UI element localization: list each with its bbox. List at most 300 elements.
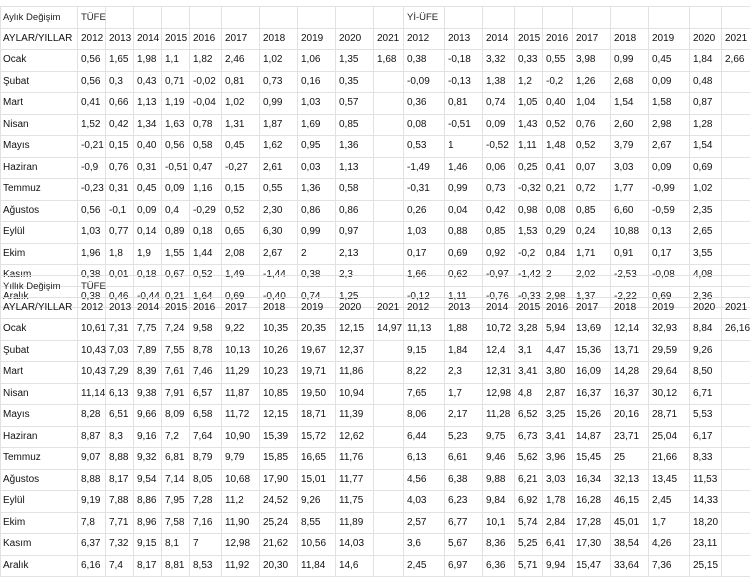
yiufe-value-cell[interactable]: 2,35: [690, 200, 722, 222]
tufe-value-cell[interactable]: 12,37: [336, 340, 374, 362]
tufe-value-cell[interactable]: [374, 383, 404, 405]
tufe-value-cell[interactable]: 7,8: [78, 512, 106, 534]
tufe-value-cell[interactable]: 6,81: [162, 448, 190, 470]
yiufe-value-cell[interactable]: 1,54: [611, 93, 649, 115]
tufe-value-cell[interactable]: 20,30: [260, 555, 298, 577]
yiufe-value-cell[interactable]: 1,53: [515, 222, 543, 244]
tufe-value-cell[interactable]: 1,35: [336, 50, 374, 72]
tufe-value-cell[interactable]: 0,18: [190, 222, 222, 244]
tufe-value-cell[interactable]: 24,52: [260, 491, 298, 513]
yiufe-value-cell[interactable]: 25,15: [690, 555, 722, 577]
tufe-value-cell[interactable]: 0,67: [162, 265, 190, 287]
yiufe-value-cell[interactable]: 1,71: [573, 243, 611, 265]
tufe-value-cell[interactable]: 10,68: [222, 469, 260, 491]
yiufe-value-cell[interactable]: 2,66: [722, 50, 750, 72]
yiufe-value-cell[interactable]: 2,57: [404, 512, 445, 534]
tufe-value-cell[interactable]: 0,38: [78, 265, 106, 287]
empty-cell[interactable]: [190, 7, 222, 29]
tufe-value-cell[interactable]: 0,38: [298, 265, 336, 287]
tufe-value-cell[interactable]: [374, 114, 404, 136]
tufe-value-cell[interactable]: 1,8: [106, 243, 134, 265]
yiufe-value-cell[interactable]: [722, 71, 750, 93]
yiufe-value-cell[interactable]: 4,03: [404, 491, 445, 513]
tufe-value-cell[interactable]: 0,73: [260, 71, 298, 93]
yiufe-value-cell[interactable]: 2,67: [649, 136, 690, 158]
yiufe-value-cell[interactable]: -0,18: [445, 50, 483, 72]
tufe-value-cell[interactable]: 0,35: [336, 71, 374, 93]
empty-cell[interactable]: [722, 276, 750, 298]
tufe-value-cell[interactable]: 11,2: [222, 491, 260, 513]
yiufe-value-cell[interactable]: 6,61: [445, 448, 483, 470]
tufe-value-cell[interactable]: 7,91: [162, 383, 190, 405]
tufe-value-cell[interactable]: 7,29: [106, 362, 134, 384]
tufe-value-cell[interactable]: 0,69: [222, 286, 260, 308]
tufe-value-cell[interactable]: 8,1: [162, 534, 190, 556]
tufe-value-cell[interactable]: 12,62: [336, 426, 374, 448]
empty-cell[interactable]: [690, 276, 722, 298]
tufe-value-cell[interactable]: [374, 555, 404, 577]
yiufe-value-cell[interactable]: 0,88: [445, 222, 483, 244]
yiufe-value-cell[interactable]: -0,09: [404, 71, 445, 93]
yiufe-value-cell[interactable]: 1,48: [543, 136, 573, 158]
tufe-value-cell[interactable]: -0,02: [190, 71, 222, 93]
tufe-value-cell[interactable]: 19,67: [298, 340, 336, 362]
tufe-value-cell[interactable]: 20,35: [298, 319, 336, 341]
tufe-value-cell[interactable]: 9,07: [78, 448, 106, 470]
yiufe-value-cell[interactable]: 0,24: [573, 222, 611, 244]
tufe-value-cell[interactable]: 0,09: [134, 200, 162, 222]
yiufe-value-cell[interactable]: 16,37: [611, 383, 649, 405]
yiufe-value-cell[interactable]: 2,17: [445, 405, 483, 427]
yiufe-value-cell[interactable]: 3,32: [483, 50, 515, 72]
tufe-value-cell[interactable]: 8,53: [190, 555, 222, 577]
yiufe-value-cell[interactable]: 1,58: [649, 93, 690, 115]
tufe-value-cell[interactable]: 0,43: [134, 71, 162, 93]
yiufe-value-cell[interactable]: 2,45: [649, 491, 690, 513]
tufe-value-cell[interactable]: 7,28: [190, 491, 222, 513]
yiufe-value-cell[interactable]: 32,93: [649, 319, 690, 341]
yiufe-value-cell[interactable]: 4,47: [543, 340, 573, 362]
tufe-value-cell[interactable]: 1,13: [134, 93, 162, 115]
tufe-value-cell[interactable]: 0,58: [190, 136, 222, 158]
yiufe-value-cell[interactable]: [722, 512, 750, 534]
yiufe-value-cell[interactable]: 11,28: [483, 405, 515, 427]
yiufe-value-cell[interactable]: -0,59: [649, 200, 690, 222]
yiufe-value-cell[interactable]: 0,07: [573, 157, 611, 179]
empty-cell[interactable]: [690, 7, 722, 29]
yiufe-value-cell[interactable]: 1,28: [690, 114, 722, 136]
yiufe-value-cell[interactable]: 46,15: [611, 491, 649, 513]
tufe-value-cell[interactable]: [374, 136, 404, 158]
tufe-value-cell[interactable]: 0,57: [336, 93, 374, 115]
yiufe-value-cell[interactable]: 0,85: [483, 222, 515, 244]
yiufe-value-cell[interactable]: 3,79: [611, 136, 649, 158]
tufe-value-cell[interactable]: 8,78: [190, 340, 222, 362]
yiufe-value-cell[interactable]: 9,26: [690, 340, 722, 362]
yiufe-value-cell[interactable]: 0,52: [573, 136, 611, 158]
yiufe-value-cell[interactable]: 2,98: [649, 114, 690, 136]
tufe-value-cell[interactable]: 8,96: [134, 512, 162, 534]
tufe-value-cell[interactable]: 15,39: [260, 426, 298, 448]
tufe-value-cell[interactable]: 8,81: [162, 555, 190, 577]
empty-cell[interactable]: [611, 276, 649, 298]
tufe-value-cell[interactable]: 1,96: [78, 243, 106, 265]
empty-cell[interactable]: [260, 276, 298, 298]
tufe-value-cell[interactable]: 1,02: [222, 93, 260, 115]
yiufe-value-cell[interactable]: -0,52: [483, 136, 515, 158]
tufe-value-cell[interactable]: 8,55: [298, 512, 336, 534]
yiufe-value-cell[interactable]: [722, 555, 750, 577]
yiufe-value-cell[interactable]: 0,84: [543, 243, 573, 265]
tufe-value-cell[interactable]: [374, 340, 404, 362]
yiufe-value-cell[interactable]: 13,45: [649, 469, 690, 491]
yiufe-value-cell[interactable]: 0,04: [445, 200, 483, 222]
tufe-value-cell[interactable]: 10,26: [260, 340, 298, 362]
yiufe-value-cell[interactable]: 6,77: [445, 512, 483, 534]
yiufe-value-cell[interactable]: 0,73: [483, 179, 515, 201]
yiufe-value-cell[interactable]: -2,22: [611, 286, 649, 308]
yiufe-value-cell[interactable]: 2,02: [573, 265, 611, 287]
tufe-value-cell[interactable]: 0,47: [190, 157, 222, 179]
tufe-value-cell[interactable]: 11,92: [222, 555, 260, 577]
yiufe-value-cell[interactable]: 1,77: [611, 179, 649, 201]
yiufe-value-cell[interactable]: 8,50: [690, 362, 722, 384]
tufe-value-cell[interactable]: 1,9: [134, 243, 162, 265]
yiufe-value-cell[interactable]: 5,62: [515, 448, 543, 470]
tufe-value-cell[interactable]: 0,41: [78, 93, 106, 115]
tufe-value-cell[interactable]: 15,72: [298, 426, 336, 448]
tufe-value-cell[interactable]: 7,16: [190, 512, 222, 534]
yiufe-value-cell[interactable]: -0,13: [445, 71, 483, 93]
tufe-value-cell[interactable]: 6,51: [106, 405, 134, 427]
tufe-value-cell[interactable]: 6,30: [260, 222, 298, 244]
tufe-value-cell[interactable]: 0,55: [260, 179, 298, 201]
tufe-value-cell[interactable]: 9,32: [134, 448, 162, 470]
tufe-value-cell[interactable]: 11,75: [336, 491, 374, 513]
tufe-value-cell[interactable]: 7,4: [106, 555, 134, 577]
tufe-value-cell[interactable]: 2: [298, 243, 336, 265]
tufe-value-cell[interactable]: 1,82: [190, 50, 222, 72]
yiufe-value-cell[interactable]: 14,33: [690, 491, 722, 513]
tufe-value-cell[interactable]: 8,87: [78, 426, 106, 448]
tufe-value-cell[interactable]: 0,21: [162, 286, 190, 308]
tufe-value-cell[interactable]: [374, 200, 404, 222]
empty-cell[interactable]: [573, 276, 611, 298]
tufe-value-cell[interactable]: 12,15: [260, 405, 298, 427]
yiufe-value-cell[interactable]: 0,91: [611, 243, 649, 265]
tufe-value-cell[interactable]: -0,1: [106, 200, 134, 222]
tufe-value-cell[interactable]: 10,85: [260, 383, 298, 405]
tufe-value-cell[interactable]: [374, 491, 404, 513]
tufe-value-cell[interactable]: 8,28: [78, 405, 106, 427]
tufe-value-cell[interactable]: -0,40: [260, 286, 298, 308]
tufe-value-cell[interactable]: -0,27: [222, 157, 260, 179]
yiufe-value-cell[interactable]: 5,71: [515, 555, 543, 577]
empty-cell[interactable]: [445, 7, 483, 29]
tufe-value-cell[interactable]: 10,23: [260, 362, 298, 384]
tufe-value-cell[interactable]: 7: [190, 534, 222, 556]
tufe-value-cell[interactable]: 1,34: [134, 114, 162, 136]
yiufe-value-cell[interactable]: 9,94: [543, 555, 573, 577]
tufe-value-cell[interactable]: 6,37: [78, 534, 106, 556]
yiufe-value-cell[interactable]: -0,33: [515, 286, 543, 308]
tufe-value-cell[interactable]: 7,31: [106, 319, 134, 341]
tufe-value-cell[interactable]: 1,87: [260, 114, 298, 136]
tufe-value-cell[interactable]: 0,97: [336, 222, 374, 244]
tufe-value-cell[interactable]: 1,63: [162, 114, 190, 136]
tufe-value-cell[interactable]: 8,79: [190, 448, 222, 470]
tufe-value-cell[interactable]: 7,46: [190, 362, 222, 384]
tufe-value-cell[interactable]: [374, 469, 404, 491]
yiufe-value-cell[interactable]: 4,08: [690, 265, 722, 287]
yiufe-value-cell[interactable]: 14,87: [573, 426, 611, 448]
yiufe-value-cell[interactable]: 1,2: [515, 71, 543, 93]
yiufe-value-cell[interactable]: 5,74: [515, 512, 543, 534]
yiufe-value-cell[interactable]: 16,28: [573, 491, 611, 513]
tufe-value-cell[interactable]: 10,43: [78, 362, 106, 384]
yiufe-value-cell[interactable]: -0,51: [445, 114, 483, 136]
tufe-value-cell[interactable]: 9,79: [222, 448, 260, 470]
tufe-value-cell[interactable]: 0,99: [298, 222, 336, 244]
yiufe-value-cell[interactable]: 3,41: [543, 426, 573, 448]
tufe-value-cell[interactable]: 1,03: [298, 93, 336, 115]
yiufe-value-cell[interactable]: 25: [611, 448, 649, 470]
yiufe-value-cell[interactable]: 28,71: [649, 405, 690, 427]
yiufe-value-cell[interactable]: 2,87: [543, 383, 573, 405]
yiufe-value-cell[interactable]: 16,34: [573, 469, 611, 491]
empty-cell[interactable]: [722, 7, 750, 29]
yiufe-value-cell[interactable]: 5,23: [445, 426, 483, 448]
tufe-value-cell[interactable]: 0,4: [162, 200, 190, 222]
tufe-value-cell[interactable]: [374, 243, 404, 265]
yiufe-value-cell[interactable]: 0,69: [690, 157, 722, 179]
yiufe-value-cell[interactable]: 8,22: [404, 362, 445, 384]
empty-cell[interactable]: [190, 276, 222, 298]
tufe-value-cell[interactable]: 0,15: [106, 136, 134, 158]
tufe-value-cell[interactable]: 0,99: [260, 93, 298, 115]
yiufe-value-cell[interactable]: [722, 179, 750, 201]
tufe-value-cell[interactable]: 21,62: [260, 534, 298, 556]
yiufe-value-cell[interactable]: 6,23: [445, 491, 483, 513]
tufe-value-cell[interactable]: 0,52: [222, 200, 260, 222]
yiufe-value-cell[interactable]: 0,48: [690, 71, 722, 93]
tufe-value-cell[interactable]: 0,09: [162, 179, 190, 201]
yiufe-value-cell[interactable]: 4,8: [515, 383, 543, 405]
empty-cell[interactable]: [106, 276, 134, 298]
tufe-value-cell[interactable]: [374, 512, 404, 534]
tufe-value-cell[interactable]: 9,66: [134, 405, 162, 427]
tufe-value-cell[interactable]: 9,58: [190, 319, 222, 341]
yiufe-value-cell[interactable]: 3,28: [515, 319, 543, 341]
tufe-value-cell[interactable]: 0,56: [78, 71, 106, 93]
yiufe-value-cell[interactable]: 2: [543, 265, 573, 287]
yiufe-value-cell[interactable]: 10,88: [611, 222, 649, 244]
tufe-value-cell[interactable]: [374, 448, 404, 470]
tufe-value-cell[interactable]: 1,98: [134, 50, 162, 72]
tufe-value-cell[interactable]: 0,16: [298, 71, 336, 93]
tufe-value-cell[interactable]: 7,71: [106, 512, 134, 534]
yiufe-value-cell[interactable]: 0,17: [649, 243, 690, 265]
tufe-value-cell[interactable]: 0,58: [336, 179, 374, 201]
tufe-value-cell[interactable]: 15,01: [298, 469, 336, 491]
yiufe-value-cell[interactable]: 0,26: [404, 200, 445, 222]
tufe-value-cell[interactable]: 11,87: [222, 383, 260, 405]
empty-cell[interactable]: [298, 276, 336, 298]
yiufe-value-cell[interactable]: 10,72: [483, 319, 515, 341]
yiufe-value-cell[interactable]: 9,46: [483, 448, 515, 470]
yiufe-value-cell[interactable]: 33,64: [611, 555, 649, 577]
yiufe-value-cell[interactable]: 0,29: [543, 222, 573, 244]
tufe-value-cell[interactable]: 0,74: [298, 286, 336, 308]
yiufe-value-cell[interactable]: 1,37: [573, 286, 611, 308]
yiufe-value-cell[interactable]: 3,6: [404, 534, 445, 556]
yiufe-value-cell[interactable]: -0,12: [404, 286, 445, 308]
yiufe-value-cell[interactable]: 3,03: [611, 157, 649, 179]
yiufe-value-cell[interactable]: 6,13: [404, 448, 445, 470]
yiufe-value-cell[interactable]: 2,98: [543, 286, 573, 308]
tufe-value-cell[interactable]: 9,38: [134, 383, 162, 405]
yiufe-value-cell[interactable]: 12,14: [611, 319, 649, 341]
yiufe-value-cell[interactable]: 1,02: [690, 179, 722, 201]
yiufe-value-cell[interactable]: 9,15: [404, 340, 445, 362]
tufe-value-cell[interactable]: [374, 405, 404, 427]
tufe-value-cell[interactable]: 1,13: [336, 157, 374, 179]
yiufe-value-cell[interactable]: 0,45: [649, 50, 690, 72]
tufe-value-cell[interactable]: [374, 157, 404, 179]
yiufe-value-cell[interactable]: 25,04: [649, 426, 690, 448]
tufe-value-cell[interactable]: 7,24: [162, 319, 190, 341]
tufe-value-cell[interactable]: 8,17: [134, 555, 162, 577]
tufe-value-cell[interactable]: 16,65: [298, 448, 336, 470]
tufe-value-cell[interactable]: 0,77: [106, 222, 134, 244]
yiufe-value-cell[interactable]: 12,31: [483, 362, 515, 384]
tufe-value-cell[interactable]: [374, 222, 404, 244]
yiufe-value-cell[interactable]: 1,7: [649, 512, 690, 534]
yiufe-value-cell[interactable]: 1,46: [445, 157, 483, 179]
yiufe-value-cell[interactable]: 1,88: [445, 319, 483, 341]
tufe-value-cell[interactable]: 14,03: [336, 534, 374, 556]
yiufe-value-cell[interactable]: 0,99: [445, 179, 483, 201]
yiufe-value-cell[interactable]: 9,84: [483, 491, 515, 513]
empty-cell[interactable]: [134, 7, 162, 29]
yiufe-value-cell[interactable]: 6,60: [611, 200, 649, 222]
tufe-value-cell[interactable]: 0,46: [106, 286, 134, 308]
tufe-value-cell[interactable]: 9,16: [134, 426, 162, 448]
tufe-value-cell[interactable]: [374, 71, 404, 93]
yiufe-value-cell[interactable]: [722, 448, 750, 470]
tufe-value-cell[interactable]: 0,65: [222, 222, 260, 244]
yiufe-value-cell[interactable]: [722, 383, 750, 405]
yiufe-value-cell[interactable]: 15,36: [573, 340, 611, 362]
tufe-value-cell[interactable]: 2,46: [222, 50, 260, 72]
yiufe-value-cell[interactable]: 6,44: [404, 426, 445, 448]
yiufe-value-cell[interactable]: 17,28: [573, 512, 611, 534]
yiufe-value-cell[interactable]: 0,13: [649, 222, 690, 244]
tufe-value-cell[interactable]: 1,16: [190, 179, 222, 201]
tufe-value-cell[interactable]: 2,67: [260, 243, 298, 265]
tufe-value-cell[interactable]: 1,06: [298, 50, 336, 72]
yiufe-value-cell[interactable]: [722, 426, 750, 448]
yiufe-value-cell[interactable]: [722, 114, 750, 136]
tufe-value-cell[interactable]: 10,43: [78, 340, 106, 362]
tufe-value-cell[interactable]: 8,17: [106, 469, 134, 491]
yiufe-value-cell[interactable]: 9,75: [483, 426, 515, 448]
yiufe-value-cell[interactable]: 0,69: [445, 243, 483, 265]
yiufe-value-cell[interactable]: [722, 93, 750, 115]
yiufe-value-cell[interactable]: 11,53: [690, 469, 722, 491]
tufe-value-cell[interactable]: 8,88: [78, 469, 106, 491]
tufe-value-cell[interactable]: [374, 93, 404, 115]
empty-cell[interactable]: [483, 7, 515, 29]
yiufe-value-cell[interactable]: 5,67: [445, 534, 483, 556]
yiufe-value-cell[interactable]: 7,65: [404, 383, 445, 405]
tufe-value-cell[interactable]: 2,30: [260, 200, 298, 222]
yiufe-value-cell[interactable]: 0,72: [573, 179, 611, 201]
tufe-value-cell[interactable]: 0,03: [298, 157, 336, 179]
tufe-value-cell[interactable]: 11,84: [298, 555, 336, 577]
yiufe-value-cell[interactable]: 4,56: [404, 469, 445, 491]
yiufe-value-cell[interactable]: 0,62: [445, 265, 483, 287]
yiufe-value-cell[interactable]: 21,66: [649, 448, 690, 470]
tufe-value-cell[interactable]: 0,56: [162, 136, 190, 158]
yiufe-value-cell[interactable]: 3,55: [690, 243, 722, 265]
tufe-value-cell[interactable]: 0,31: [106, 179, 134, 201]
tufe-value-cell[interactable]: 7,2: [162, 426, 190, 448]
yiufe-value-cell[interactable]: 26,16: [722, 319, 750, 341]
tufe-value-cell[interactable]: 1,19: [162, 93, 190, 115]
tufe-value-cell[interactable]: -0,29: [190, 200, 222, 222]
tufe-value-cell[interactable]: 0,56: [78, 200, 106, 222]
tufe-value-cell[interactable]: 10,61: [78, 319, 106, 341]
yiufe-value-cell[interactable]: [722, 405, 750, 427]
yiufe-value-cell[interactable]: 2,36: [690, 286, 722, 308]
yiufe-value-cell[interactable]: 6,41: [543, 534, 573, 556]
yiufe-value-cell[interactable]: 17,30: [573, 534, 611, 556]
yiufe-value-cell[interactable]: 6,17: [690, 426, 722, 448]
yiufe-value-cell[interactable]: 0,74: [483, 93, 515, 115]
tufe-value-cell[interactable]: 2,3: [336, 265, 374, 287]
yiufe-value-cell[interactable]: 15,47: [573, 555, 611, 577]
tufe-value-cell[interactable]: 0,40: [134, 136, 162, 158]
empty-cell[interactable]: [483, 276, 515, 298]
yiufe-value-cell[interactable]: 0,55: [543, 50, 573, 72]
tufe-value-cell[interactable]: 0,3: [106, 71, 134, 93]
yiufe-value-cell[interactable]: 0,06: [483, 157, 515, 179]
tufe-value-cell[interactable]: 0,85: [336, 114, 374, 136]
yiufe-value-cell[interactable]: 32,13: [611, 469, 649, 491]
tufe-value-cell[interactable]: 0,18: [134, 265, 162, 287]
tufe-value-cell[interactable]: 1,69: [298, 114, 336, 136]
tufe-value-cell[interactable]: [374, 534, 404, 556]
tufe-value-cell[interactable]: 1,36: [336, 136, 374, 158]
yiufe-value-cell[interactable]: 29,64: [649, 362, 690, 384]
tufe-value-cell[interactable]: 12,98: [222, 534, 260, 556]
yiufe-value-cell[interactable]: 1,7: [445, 383, 483, 405]
tufe-value-cell[interactable]: 0,76: [106, 157, 134, 179]
yiufe-value-cell[interactable]: [722, 469, 750, 491]
tufe-value-cell[interactable]: [374, 179, 404, 201]
yiufe-value-cell[interactable]: 15,45: [573, 448, 611, 470]
tufe-value-cell[interactable]: 7,58: [162, 512, 190, 534]
yiufe-value-cell[interactable]: 0,69: [649, 286, 690, 308]
yiufe-value-cell[interactable]: [722, 157, 750, 179]
empty-cell[interactable]: [162, 276, 190, 298]
yiufe-value-cell[interactable]: -0,31: [404, 179, 445, 201]
yiufe-value-cell[interactable]: 0,41: [543, 157, 573, 179]
yiufe-value-cell[interactable]: 20,16: [611, 405, 649, 427]
yiufe-value-cell[interactable]: 6,21: [515, 469, 543, 491]
yiufe-value-cell[interactable]: 8,33: [690, 448, 722, 470]
